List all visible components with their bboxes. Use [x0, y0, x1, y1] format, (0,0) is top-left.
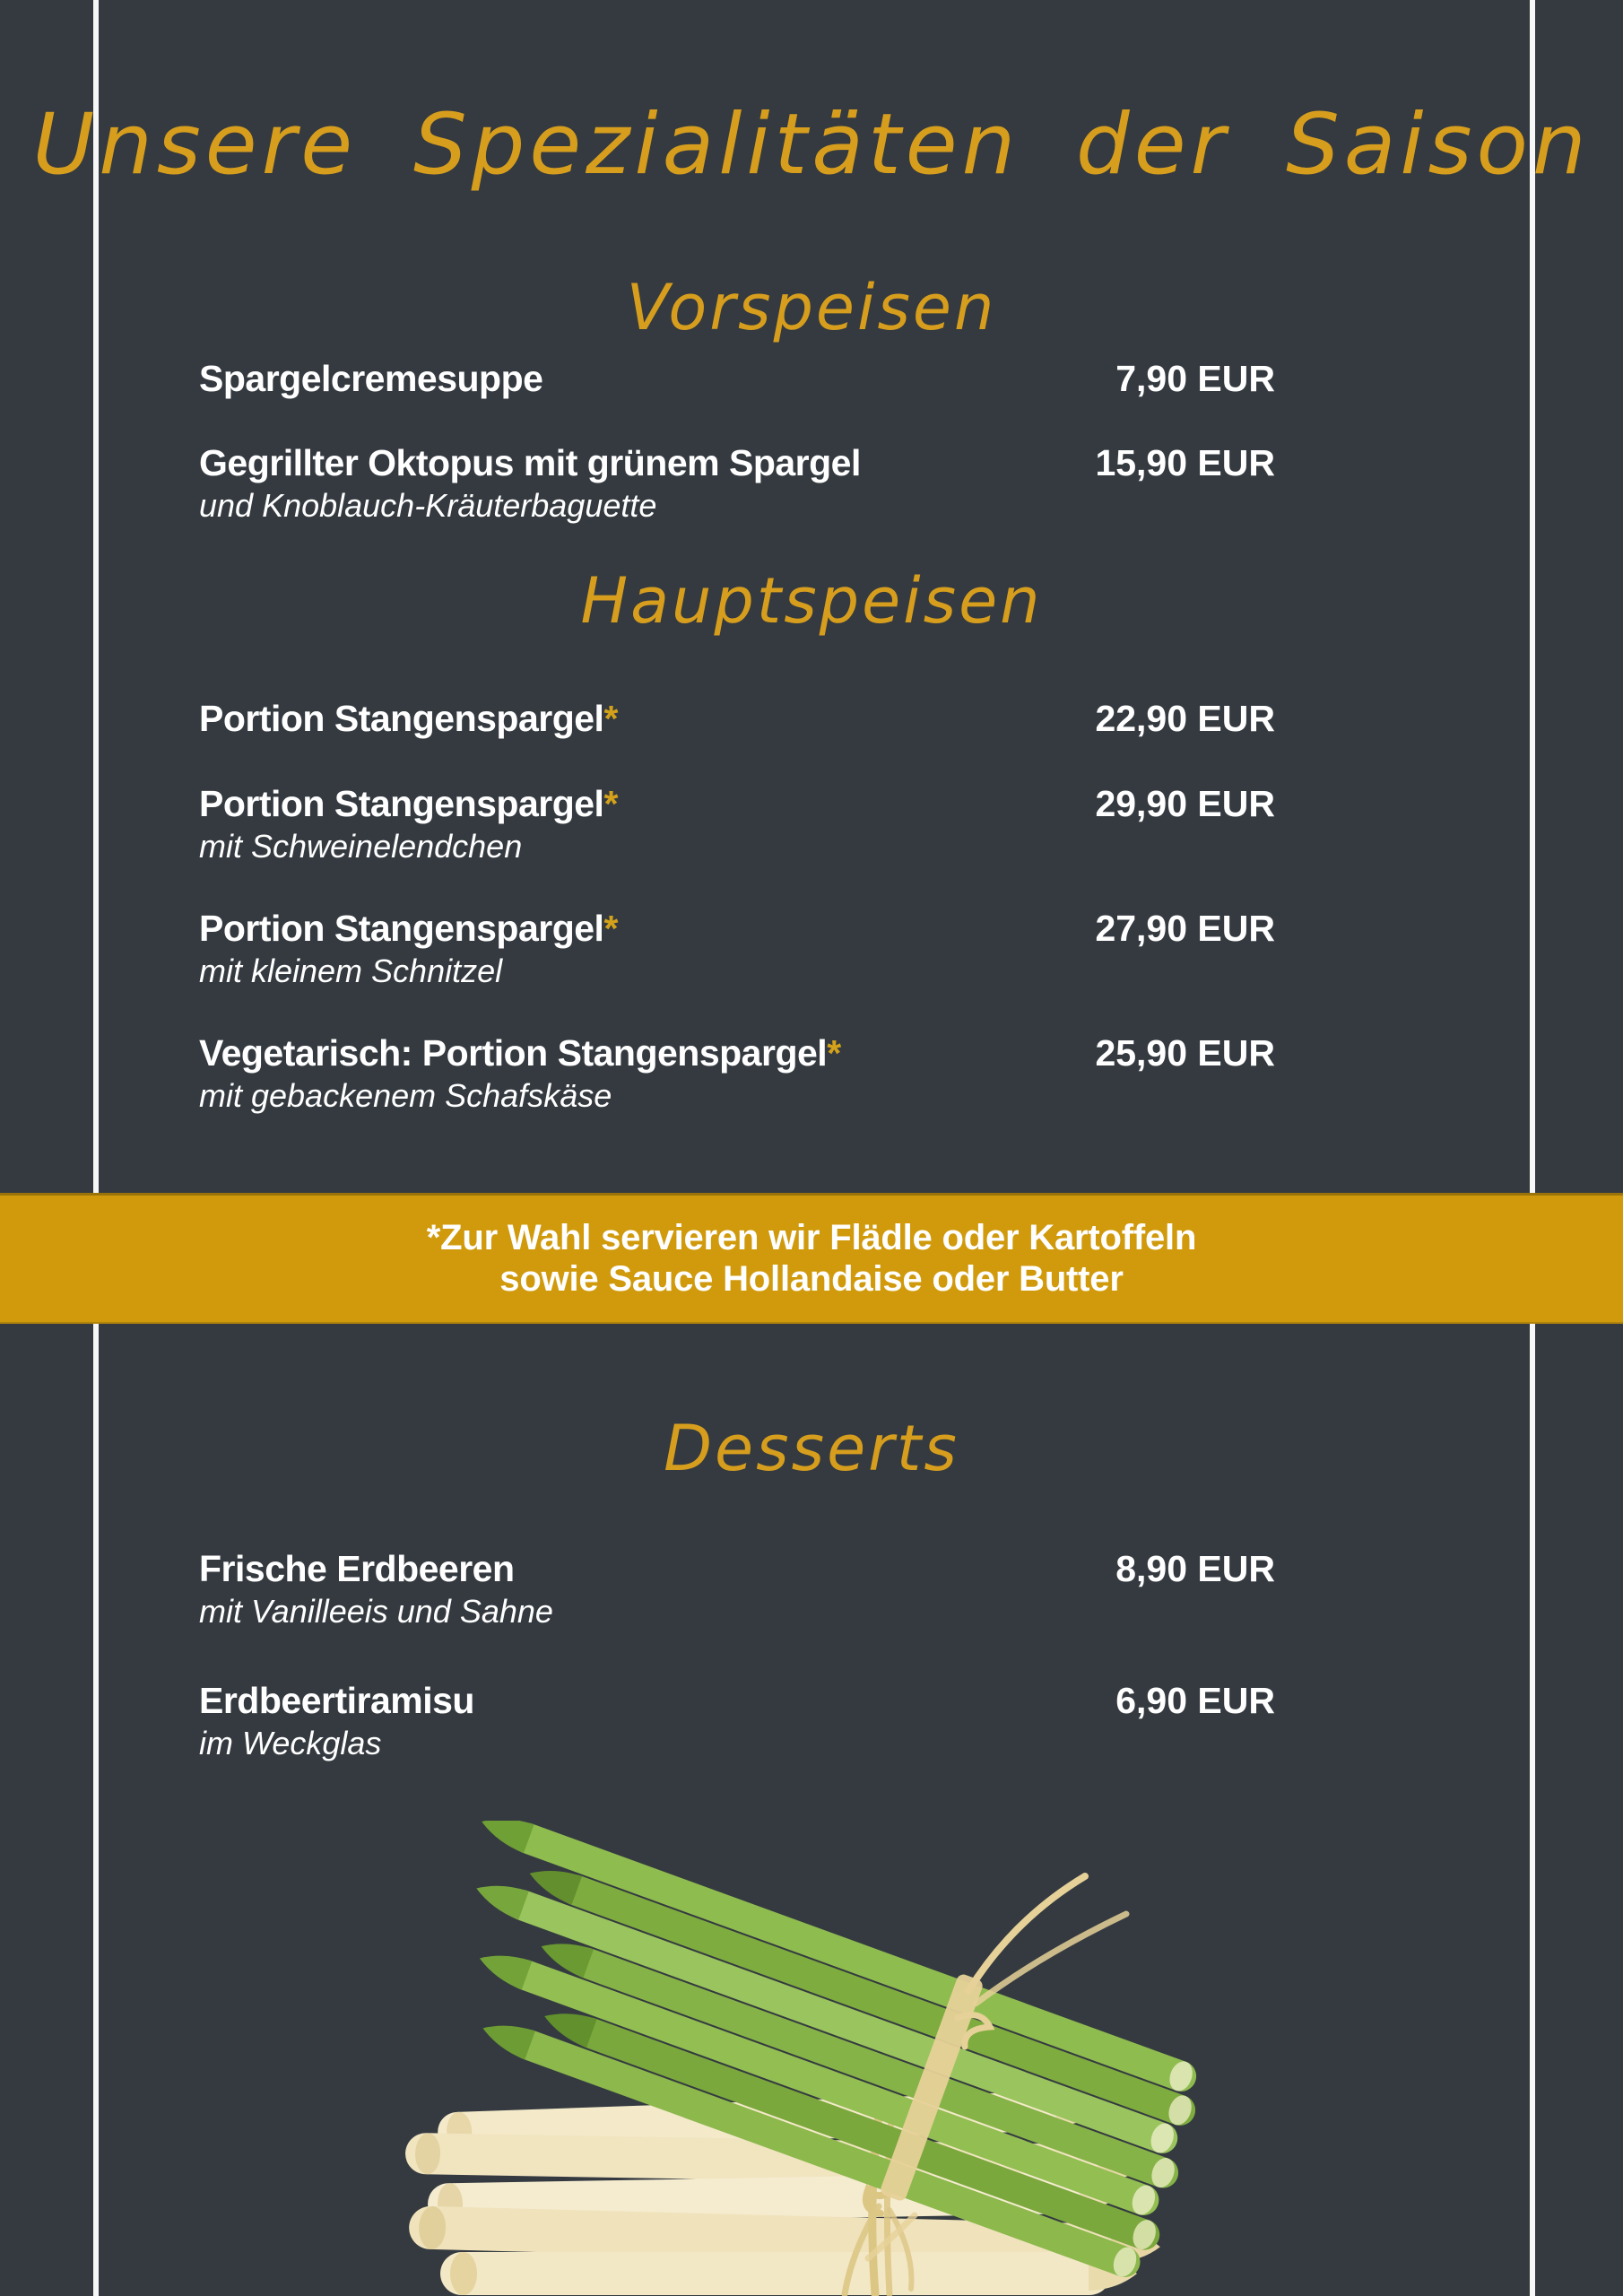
item-name — [199, 907, 618, 950]
item-price: 15,90 EUR — [1095, 442, 1275, 483]
item-subtitle: im Weckglas — [199, 1725, 382, 1761]
section-heading-desserts: Desserts — [664, 1412, 959, 1485]
item-price: 22,90 EUR — [1095, 698, 1275, 739]
menu-item — [199, 1547, 1275, 1633]
item-text — [199, 1547, 553, 1633]
item-name-text: Portion Stangenspargel — [199, 908, 604, 949]
item-name: Erdbeertiramisu — [199, 1680, 474, 1721]
page-title: Unsere Spezialitäten der Saison — [32, 96, 1591, 194]
item-text — [199, 907, 618, 993]
left-vertical-rule — [93, 0, 99, 2296]
menu-item — [199, 1031, 1275, 1118]
item-name: Frische Erdbeeren — [199, 1548, 515, 1589]
asterisk-marker: * — [827, 1032, 841, 1074]
item-name — [199, 782, 618, 825]
item-price: 27,90 EUR — [1095, 908, 1275, 949]
menu-item — [199, 697, 1275, 740]
section-heading-hauptspeisen: Hauptspeisen — [580, 564, 1043, 638]
item-text — [199, 1679, 474, 1765]
item-subtitle: mit gebackenem Schafskäse — [199, 1077, 612, 1114]
item-price: 7,90 EUR — [1115, 358, 1275, 399]
item-price: 29,90 EUR — [1095, 783, 1275, 824]
section-heading-vorspeisen: Vorspeisen — [626, 271, 997, 344]
item-name — [199, 1031, 841, 1074]
item-text — [199, 441, 861, 527]
menu-item — [199, 782, 1275, 868]
item-text — [199, 1031, 841, 1118]
menu-item — [199, 357, 1275, 400]
choice-note-banner — [0, 1193, 1623, 1324]
item-text — [199, 782, 618, 868]
item-name-text: Portion Stangenspargel — [199, 783, 604, 824]
banner-line-2: sowie Sauce Hollandaise oder Butter — [499, 1259, 1124, 1299]
asterisk-marker: * — [603, 908, 618, 949]
item-name-text: Portion Stangenspargel — [199, 698, 604, 739]
item-name: Gegrillter Oktopus mit grünem Spargel — [199, 442, 861, 483]
banner-line-1: *Zur Wahl servieren wir Flädle oder Kartoffeln — [426, 1218, 1197, 1257]
asterisk-marker: * — [603, 698, 618, 739]
menu-item — [199, 1679, 1275, 1765]
asparagus-photo — [377, 1821, 1228, 2296]
right-vertical-rule — [1530, 0, 1535, 2296]
item-price: 8,90 EUR — [1115, 1548, 1275, 1589]
item-subtitle: und Knoblauch-Kräuterbaguette — [199, 487, 657, 524]
item-subtitle: mit Vanilleeis und Sahne — [199, 1593, 553, 1630]
item-name-text: Vegetarisch: Portion Stangenspargel — [199, 1032, 828, 1074]
item-price: 6,90 EUR — [1115, 1680, 1275, 1721]
menu-item — [199, 441, 1275, 527]
item-subtitle: mit Schweinelendchen — [199, 828, 523, 865]
item-name — [199, 697, 618, 740]
menu-item — [199, 907, 1275, 993]
asterisk-marker: * — [603, 783, 618, 824]
item-subtitle: mit kleinem Schnitzel — [199, 952, 503, 989]
item-name: Spargelcremesuppe — [199, 358, 543, 399]
item-price: 25,90 EUR — [1095, 1032, 1275, 1074]
